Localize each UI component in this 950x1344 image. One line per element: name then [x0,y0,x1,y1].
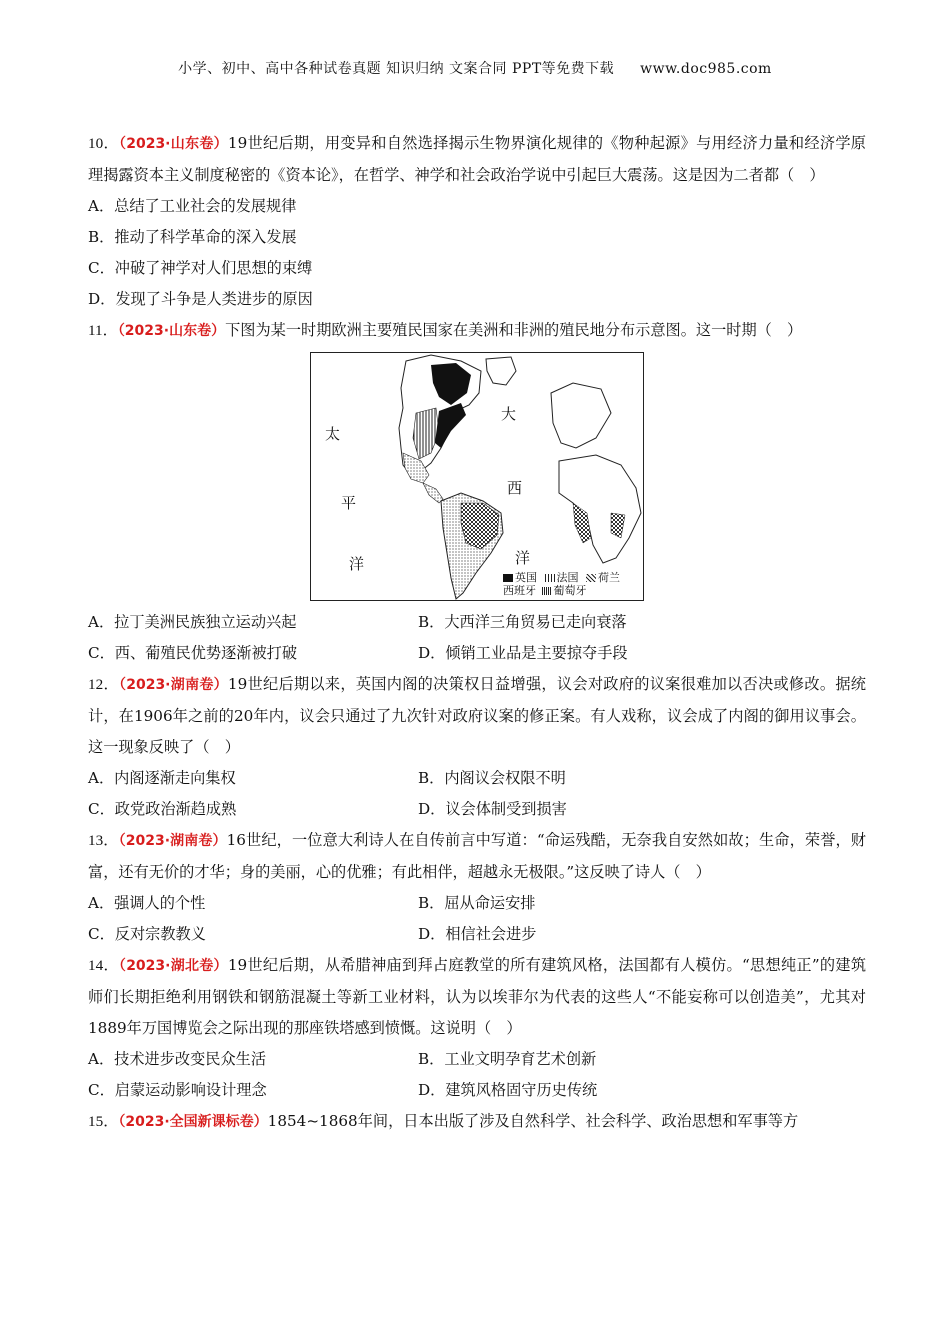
option-row [88,1044,866,1075]
question-number: 14． [88,957,119,974]
option-row [88,191,866,222]
legend-swatch-pt [542,587,552,595]
map-legend [503,571,620,597]
option-row [88,1075,866,1106]
question-number: 12． [88,676,119,693]
option-b[interactable]: B．工业文明孕育艺术创新 [418,1050,597,1068]
legend-es: 西班牙 [503,584,536,597]
option-row [88,253,866,284]
option-c[interactable]: C．启蒙运动影响设计理念 [88,1081,267,1099]
header-text: 小学、初中、高中各种试卷真题 知识归纳 文案合同 PPT等免费下载 [178,61,615,77]
option-a[interactable]: A．拉丁美洲民族独立运动兴起 [88,613,297,631]
option-row [88,222,866,253]
legend-pt: 葡萄牙 [553,584,587,597]
source-tag: （2023·山东卷） [118,136,228,152]
option-row [88,607,866,638]
option-b[interactable]: B．大西洋三角贸易已走向衰落 [418,613,627,631]
question-10 [88,128,866,191]
question-13 [88,825,866,888]
map-label-atlantic-2: 西 [507,479,523,497]
question-stem: 1854~1868年间，日本出版了涉及自然科学、社会科学、政治思想和军事等方 [267,1112,799,1130]
option-a[interactable]: A．总结了工业社会的发展规律 [88,197,297,215]
map-label-pacific-2: 平 [341,494,357,512]
colonial-map [310,352,644,601]
option-b[interactable]: B．内阁议会权限不明 [418,769,566,787]
legend-swatch-fr [545,574,555,582]
option-c[interactable]: C．反对宗教教义 [88,925,206,943]
option-row [88,919,866,950]
legend-uk: 英国 [515,571,537,584]
source-tag: （2023·全国新课标卷） [118,1114,268,1130]
option-c[interactable]: C．政党政治渐趋成熟 [88,800,237,818]
question-12 [88,669,866,763]
map-label-pacific-1: 太 [325,425,341,443]
option-b[interactable]: B．屈从命运安排 [418,894,536,912]
option-row [88,638,866,669]
header-site-link[interactable]: www.doc985.com [640,61,772,77]
page-header [0,58,950,78]
legend-fr: 法国 [556,571,579,584]
option-a[interactable]: A．内阁逐渐走向集权 [88,769,236,787]
source-tag: （2023·湖南卷） [118,833,227,849]
option-row [88,794,866,825]
question-stem: 19世纪后期以来，英国内阁的决策权日益增强，议会对政府的议案很难加以否决或修改。据统计，在1906年之前的20年内，议会只通过了九次针对政府议案的修正案。有人戏称，议会成了内阁的御用议事会。这一现象反映了（ ） [88,675,866,756]
option-a[interactable]: A．强调人的个性 [88,894,206,912]
question-number: 11． [88,322,118,339]
legend-swatch-uk [503,574,513,582]
question-number: 13． [88,832,119,849]
option-row [88,763,866,794]
option-d[interactable]: D．议会体制受到损害 [418,800,567,818]
option-d[interactable]: D．发现了斗争是人类进步的原因 [88,290,313,308]
question-stem: 19世纪后期，用变异和自然选择揭示生物界演化规律的《物种起源》与用经济力量和经济学原理揭露资本主义制度秘密的《资本论》，在哲学、神学和社会政治学说中引起巨大震荡。这是因为二者都（ ） [88,134,866,184]
option-row [88,888,866,919]
map-container [88,352,866,601]
legend-nl: 荷兰 [598,571,620,584]
option-d[interactable]: D．相信社会进步 [418,925,537,943]
source-tag: （2023·湖北卷） [118,958,228,974]
map-label-atlantic-3: 洋 [515,549,531,567]
option-c[interactable]: C．西、葡殖民优势逐渐被打破 [88,644,298,662]
question-14 [88,950,866,1044]
question-11 [88,315,866,347]
map-label-atlantic-1: 大 [501,405,517,423]
map-label-pacific-3: 洋 [349,555,365,573]
option-row [88,284,866,315]
question-stem: 19世纪后期，从希腊神庙到拜占庭教堂的所有建筑风格，法国都有人模仿。“思想纯正”的建筑师们长期拒绝利用钢铁和钢筋混凝土等新工业材料，认为以埃菲尔为代表的这些人“不能妄称可以创造美”，尤其对1889年万国博览会之际出现的那座铁塔感到愤慨。这说明（ ） [88,956,867,1037]
legend-swatch-nl [586,574,596,582]
question-stem: 下图为某一时期欧洲主要殖民国家在美洲和非洲的殖民地分布示意图。这一时期（ ） [225,321,803,339]
question-stem: 16世纪，一位意大利诗人在自传前言中写道：“命运残酷，无奈我自安然如故；生命，荣誉，财富，还有无价的才华；身的美丽，心的优雅；有此相伴，超越永无极限。”这反映了诗人（ ） [88,831,866,881]
source-tag: （2023·山东卷） [117,323,226,339]
option-b[interactable]: B．推动了科学革命的深入发展 [88,228,297,246]
option-a[interactable]: A．技术进步改变民众生活 [88,1050,267,1068]
question-15 [88,1106,866,1138]
option-d[interactable]: D．建筑风格固守历史传统 [418,1081,598,1099]
option-d[interactable]: D．倾销工业品是主要掠夺手段 [418,644,628,662]
source-tag: （2023·湖南卷） [118,677,228,693]
question-number: 15． [88,1113,119,1130]
question-number: 10． [88,135,119,152]
exam-content [88,128,866,1138]
option-c[interactable]: C．冲破了神学对人们思想的束缚 [88,259,313,277]
